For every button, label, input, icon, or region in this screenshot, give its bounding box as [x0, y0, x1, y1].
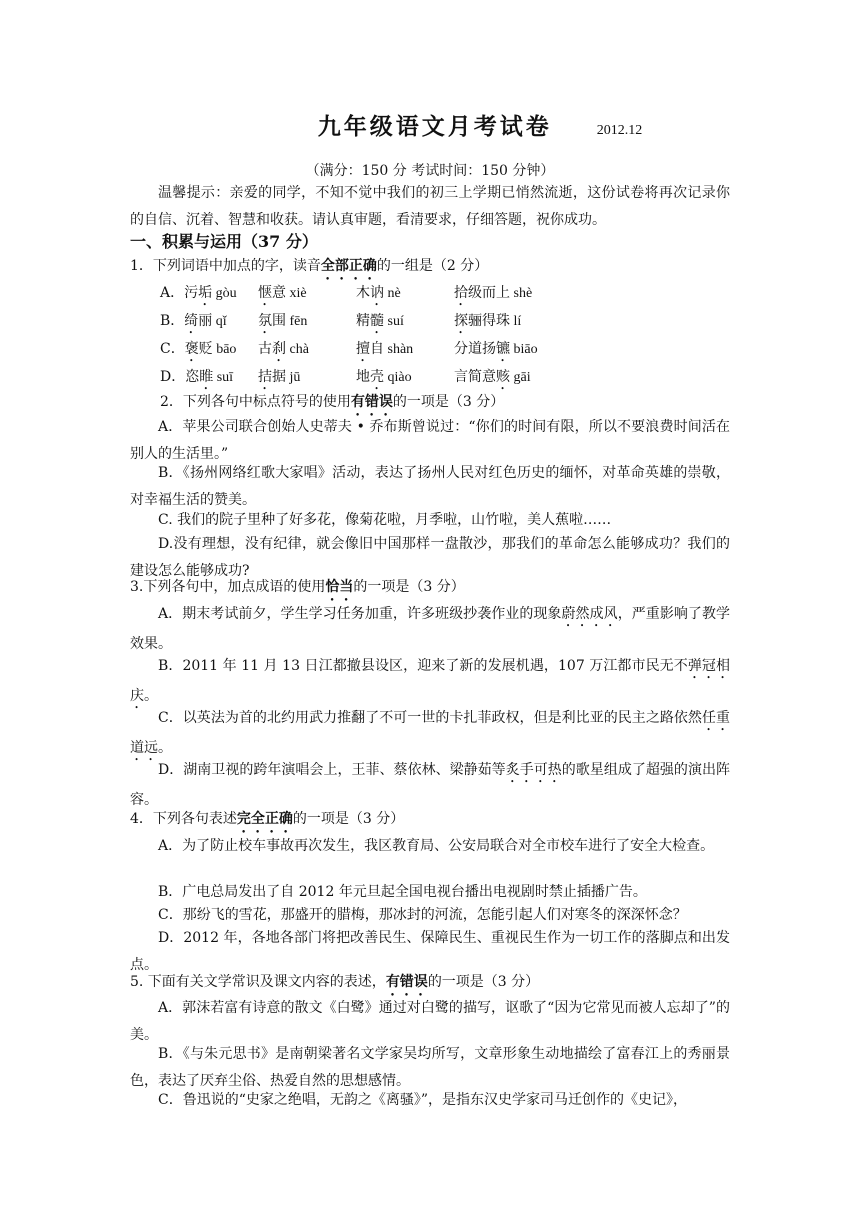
exam-date: 2012.12	[596, 123, 643, 138]
question-1-option-d: D．恣睢 suī 拮据 jū 地壳 qiào 言简意赅 gāi	[160, 369, 531, 385]
question-3-option-d: D．湖南卫视的跨年演唱会上，王菲、蔡依林、梁静茹等炙手可热的歌星组成了超强的演出阵容。	[130, 762, 730, 808]
question-2-stem: 2．下列各句中标点符号的使用有错误的一项是（3 分）	[160, 394, 505, 410]
question-1-stem: 1．下列词语中加点的字，读音全部正确的一组是（2 分）	[130, 258, 489, 274]
question-1-option-a: A．污垢 gòu 惬意 xiè 木讷 nè 拾级而上 shè	[160, 285, 533, 301]
page-title: 九年级语文月考试卷	[317, 113, 552, 140]
question-5-option-a: A．郭沫若富有诗意的散文《白鹭》通过对白鹭的描写，讴歌了“因为它常见而被人忘却了”的美。	[130, 1000, 730, 1043]
question-5-option-b: B．《与朱元思书》是南朝梁著名文学家吴均所写，文章形象生动地描绘了富春江上的秀丽景色，表达了厌弃尘俗、热爱自然的思想感情。	[130, 1046, 730, 1089]
question-4-option-d: D．2012 年，各地各部门将把改善民生、保障民生、重视民生作为一切工作的落脚点和出发点。	[130, 930, 730, 973]
title-row	[0, 108, 860, 141]
question-3-option-c: C．以英法为首的北约用武力推翻了不可一世的卡扎菲政权，但是利比亚的民主之路依然任重道远。	[130, 710, 731, 756]
warm-tip: 温馨提示：亲爱的同学，不知不觉中我们的初三上学期已悄然流逝，这份试卷将再次记录你的自信、沉着、智慧和收获。请认真审题，看清要求，仔细答题，祝你成功。	[130, 185, 730, 228]
question-3-stem: 3.下列各句中，加点成语的使用恰当的一项是（3 分）	[130, 579, 465, 595]
exam-meta: （满分：150 分 考试时间：150 分钟）	[305, 163, 555, 179]
question-4-option-b: B．广电总局发出了自 2012 年元旦起全国电视台播出电视剧时禁止插播广告。	[158, 884, 647, 900]
question-4-option-a: A．为了防止校车事故再次发生，我区教育局、公安局联合对全市校车进行了安全大检查。	[158, 838, 715, 854]
question-4-stem: 4．下列各句表述完全正确的一项是（3 分）	[130, 811, 405, 827]
question-1-option-c: C．褒贬 bāo 古刹 chà 擅自 shàn 分道扬镳 biāo	[160, 341, 538, 357]
question-2-option-a: A．苹果公司联合创始人史蒂夫 • 乔布斯曾说过：“你们的时间有限，所以不要浪费时间活在别人的生活里。”	[130, 419, 730, 462]
question-5-option-c: C．鲁迅说的“史家之绝唱，无韵之《离骚》”，是指东汉史学家司马迁创作的《史记》，	[158, 1092, 688, 1108]
section-heading: 一、积累与运用（37 分）	[130, 232, 318, 251]
question-2-option-c: C. 我们的院子里种了好多花，像菊花啦，月季啦，山竹啦，美人蕉啦……	[158, 512, 612, 528]
question-1-option-b: B．绮丽 qǐ 氛围 fēn 精髓 suí 探骊得珠 lí	[160, 313, 522, 329]
question-3-option-a: A．期末考试前夕，学生学习任务加重，许多班级抄袭作业的现象蔚然成风，严重影响了教学效果。	[130, 606, 731, 652]
question-2-option-d: D.没有理想，没有纪律，就会像旧中国那样一盘散沙，那我们的革命怎么能够成功？我们的建设怎么能够成功?	[130, 536, 730, 579]
question-2-option-b: B．《扬州网络红歌大家唱》活动，表达了扬州人民对红色历史的缅怀，对革命英雄的崇敬，对幸福生活的赞美。	[130, 465, 730, 508]
question-4-option-c: C．那纷飞的雪花，那盛开的腊梅，那冰封的河流，怎能引起人们对寒冬的深深怀念？	[158, 907, 687, 923]
question-3-option-b: B．2011 年 11 月 13 日江都撤县设区，迎来了新的发展机遇，107 万江都市民无不弹冠相庆。	[130, 658, 731, 704]
question-5-stem: 5. 下面有关文学常识及课文内容的表述，有错误的一项是（3 分）	[130, 974, 540, 990]
